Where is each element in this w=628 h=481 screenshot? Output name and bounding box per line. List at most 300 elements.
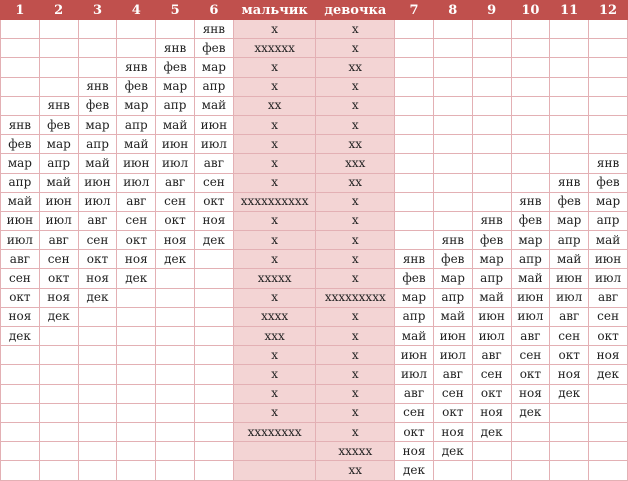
month-cell: ноя bbox=[589, 346, 628, 365]
month-cell: ноя bbox=[395, 442, 434, 461]
month-cell: июл bbox=[194, 135, 233, 154]
tally-cell: x bbox=[233, 58, 316, 77]
tally-cell: xx bbox=[316, 461, 395, 480]
month-cell: июл bbox=[472, 327, 511, 346]
month-cell: фев bbox=[78, 96, 117, 115]
month-cell bbox=[39, 346, 78, 365]
month-cell bbox=[395, 211, 434, 230]
month-cell: апр bbox=[1, 173, 40, 192]
month-cell: апр bbox=[433, 288, 472, 307]
month-cell bbox=[78, 20, 117, 39]
column-header: 9 bbox=[472, 1, 511, 20]
tally-cell: x bbox=[233, 250, 316, 269]
month-cell: июн bbox=[511, 288, 550, 307]
month-cell: мар bbox=[194, 58, 233, 77]
month-cell bbox=[472, 58, 511, 77]
table-row bbox=[1, 211, 628, 230]
tally-cell: xxxxx bbox=[316, 442, 395, 461]
month-cell bbox=[472, 192, 511, 211]
month-cell bbox=[117, 365, 156, 384]
month-cell: авг bbox=[117, 192, 156, 211]
month-cell: сен bbox=[1, 269, 40, 288]
month-cell bbox=[589, 20, 628, 39]
month-cell: ноя bbox=[433, 422, 472, 441]
month-cell bbox=[39, 327, 78, 346]
month-cell: май bbox=[395, 327, 434, 346]
month-cell bbox=[550, 115, 589, 134]
month-cell: авг bbox=[156, 173, 195, 192]
month-cell: мар bbox=[1, 154, 40, 173]
month-cell: авг bbox=[194, 154, 233, 173]
month-cell bbox=[117, 39, 156, 58]
tally-cell: x bbox=[316, 307, 395, 326]
tally-cell: x bbox=[316, 231, 395, 250]
month-cell bbox=[472, 154, 511, 173]
month-cell: фев bbox=[550, 192, 589, 211]
month-cell bbox=[1, 20, 40, 39]
month-cell bbox=[395, 231, 434, 250]
month-cell: фев bbox=[1, 135, 40, 154]
header-row bbox=[1, 1, 628, 20]
month-cell bbox=[78, 384, 117, 403]
month-cell: авг bbox=[550, 307, 589, 326]
month-cell bbox=[39, 20, 78, 39]
month-cell: сен bbox=[511, 346, 550, 365]
tally-cell: xxxxxxxx bbox=[233, 422, 316, 441]
month-cell: мар bbox=[433, 269, 472, 288]
table-header bbox=[1, 1, 628, 20]
tally-cell: x bbox=[233, 365, 316, 384]
column-header: мальчик bbox=[233, 1, 316, 20]
column-header: 12 bbox=[589, 1, 628, 20]
tally-cell: x bbox=[233, 384, 316, 403]
tally-cell: xxx bbox=[233, 327, 316, 346]
month-cell: мар bbox=[117, 96, 156, 115]
tally-cell: xx bbox=[316, 135, 395, 154]
month-cell bbox=[156, 20, 195, 39]
month-cell: сен bbox=[433, 384, 472, 403]
month-cell: ноя bbox=[78, 269, 117, 288]
column-header: 6 bbox=[194, 1, 233, 20]
month-cell: апр bbox=[550, 231, 589, 250]
month-cell bbox=[194, 461, 233, 480]
month-cell bbox=[1, 58, 40, 77]
month-cell bbox=[472, 115, 511, 134]
month-cell: ноя bbox=[194, 211, 233, 230]
month-cell bbox=[395, 135, 434, 154]
month-cell: июн bbox=[1, 211, 40, 230]
month-cell: авг bbox=[1, 250, 40, 269]
month-cell bbox=[433, 173, 472, 192]
month-cell bbox=[1, 403, 40, 422]
month-cell bbox=[39, 77, 78, 96]
month-cell: май bbox=[117, 135, 156, 154]
month-cell bbox=[395, 154, 434, 173]
month-cell bbox=[589, 135, 628, 154]
month-cell bbox=[395, 77, 434, 96]
month-cell: янв bbox=[194, 20, 233, 39]
tally-cell: x bbox=[316, 115, 395, 134]
month-cell: ноя bbox=[1, 307, 40, 326]
month-cell: июн bbox=[78, 173, 117, 192]
month-cell: дек bbox=[156, 250, 195, 269]
month-cell bbox=[1, 346, 40, 365]
month-cell bbox=[550, 154, 589, 173]
month-cell: июл bbox=[433, 346, 472, 365]
month-cell bbox=[156, 422, 195, 441]
month-cell bbox=[550, 77, 589, 96]
tally-cell: x bbox=[316, 39, 395, 58]
month-cell bbox=[156, 327, 195, 346]
tally-cell: x bbox=[233, 211, 316, 230]
table-row bbox=[1, 327, 628, 346]
month-cell: окт bbox=[589, 327, 628, 346]
month-cell: май bbox=[1, 192, 40, 211]
month-cell: фев bbox=[433, 250, 472, 269]
month-cell: июн bbox=[589, 250, 628, 269]
table-row bbox=[1, 461, 628, 480]
month-cell bbox=[1, 384, 40, 403]
month-cell bbox=[589, 461, 628, 480]
month-cell bbox=[550, 96, 589, 115]
month-cell bbox=[39, 58, 78, 77]
month-cell: окт bbox=[395, 422, 434, 441]
tally-cell: xx bbox=[233, 96, 316, 115]
tally-cell: x bbox=[316, 211, 395, 230]
column-header: 11 bbox=[550, 1, 589, 20]
column-header: 8 bbox=[433, 1, 472, 20]
table-row bbox=[1, 115, 628, 134]
month-cell: дек bbox=[511, 403, 550, 422]
month-cell bbox=[511, 58, 550, 77]
month-cell: дек bbox=[194, 231, 233, 250]
month-cell bbox=[39, 365, 78, 384]
month-cell bbox=[395, 115, 434, 134]
month-cell bbox=[550, 58, 589, 77]
month-cell bbox=[78, 39, 117, 58]
month-cell bbox=[156, 461, 195, 480]
column-header: 2 bbox=[39, 1, 78, 20]
column-header: 4 bbox=[117, 1, 156, 20]
month-cell: янв bbox=[550, 173, 589, 192]
month-cell: июн bbox=[550, 269, 589, 288]
column-header: девочка bbox=[316, 1, 395, 20]
month-cell: сен bbox=[156, 192, 195, 211]
month-cell: ноя bbox=[511, 384, 550, 403]
month-cell: сен bbox=[472, 365, 511, 384]
table-row bbox=[1, 422, 628, 441]
month-cell bbox=[550, 422, 589, 441]
month-cell: фев bbox=[117, 77, 156, 96]
month-cell bbox=[511, 20, 550, 39]
month-cell: мар bbox=[550, 211, 589, 230]
tally-cell: x bbox=[233, 154, 316, 173]
month-cell bbox=[511, 39, 550, 58]
month-cell: мар bbox=[156, 77, 195, 96]
month-cell: мар bbox=[472, 250, 511, 269]
month-cell: сен bbox=[78, 231, 117, 250]
tally-cell: x bbox=[233, 403, 316, 422]
table-row bbox=[1, 96, 628, 115]
month-cell bbox=[395, 96, 434, 115]
month-cell: дек bbox=[472, 422, 511, 441]
month-cell bbox=[39, 384, 78, 403]
month-cell: апр bbox=[117, 115, 156, 134]
month-cell: июл bbox=[156, 154, 195, 173]
month-cell: дек bbox=[395, 461, 434, 480]
month-cell bbox=[511, 115, 550, 134]
month-cell: фев bbox=[39, 115, 78, 134]
month-cell: ноя bbox=[117, 250, 156, 269]
tally-cell: x bbox=[316, 192, 395, 211]
month-cell bbox=[472, 20, 511, 39]
tally-cell: xx bbox=[316, 58, 395, 77]
table-row bbox=[1, 269, 628, 288]
month-cell bbox=[156, 269, 195, 288]
tally-cell: x bbox=[316, 269, 395, 288]
month-cell: ноя bbox=[550, 365, 589, 384]
column-header: 3 bbox=[78, 1, 117, 20]
month-cell: июл bbox=[395, 365, 434, 384]
month-cell: апр bbox=[589, 211, 628, 230]
month-cell bbox=[511, 96, 550, 115]
tally-cell: x bbox=[233, 231, 316, 250]
tally-cell: x bbox=[233, 173, 316, 192]
month-cell bbox=[78, 461, 117, 480]
month-cell bbox=[433, 77, 472, 96]
month-cell: авг bbox=[395, 384, 434, 403]
table-row bbox=[1, 346, 628, 365]
month-cell bbox=[589, 422, 628, 441]
month-cell bbox=[117, 346, 156, 365]
month-cell: авг bbox=[433, 365, 472, 384]
tally-cell: x bbox=[316, 403, 395, 422]
month-cell bbox=[1, 422, 40, 441]
month-cell: мар bbox=[78, 115, 117, 134]
month-cell: дек bbox=[117, 269, 156, 288]
month-cell: апр bbox=[78, 135, 117, 154]
tally-cell: xxxx bbox=[233, 307, 316, 326]
month-cell bbox=[78, 346, 117, 365]
month-cell: авг bbox=[589, 288, 628, 307]
month-cell: авг bbox=[39, 231, 78, 250]
month-cell bbox=[511, 77, 550, 96]
month-cell: июл bbox=[117, 173, 156, 192]
month-cell bbox=[511, 422, 550, 441]
month-cell: июн bbox=[156, 135, 195, 154]
month-cell: янв bbox=[472, 211, 511, 230]
month-cell: апр bbox=[395, 307, 434, 326]
month-cell: дек bbox=[433, 442, 472, 461]
month-cell bbox=[550, 39, 589, 58]
month-cell: янв bbox=[117, 58, 156, 77]
month-cell bbox=[194, 384, 233, 403]
month-cell bbox=[39, 403, 78, 422]
tally-cell: x bbox=[233, 346, 316, 365]
tally-cell: x bbox=[316, 365, 395, 384]
month-cell: июн bbox=[39, 192, 78, 211]
month-cell: май bbox=[194, 96, 233, 115]
month-cell bbox=[156, 403, 195, 422]
month-cell bbox=[472, 135, 511, 154]
month-cell bbox=[194, 288, 233, 307]
table-row bbox=[1, 231, 628, 250]
tally-cell: x bbox=[233, 20, 316, 39]
month-cell bbox=[511, 173, 550, 192]
month-cell bbox=[589, 115, 628, 134]
tally-cell: x bbox=[233, 115, 316, 134]
column-header: 7 bbox=[395, 1, 434, 20]
month-cell bbox=[1, 96, 40, 115]
month-cell bbox=[194, 269, 233, 288]
month-cell: фев bbox=[511, 211, 550, 230]
month-cell bbox=[433, 96, 472, 115]
month-cell: май bbox=[589, 231, 628, 250]
month-cell: окт bbox=[39, 269, 78, 288]
tally-cell: x bbox=[316, 96, 395, 115]
tally-cell: x bbox=[316, 77, 395, 96]
month-cell: янв bbox=[511, 192, 550, 211]
month-cell: июн bbox=[194, 115, 233, 134]
month-cell: окт bbox=[433, 403, 472, 422]
month-cell: авг bbox=[511, 327, 550, 346]
month-cell bbox=[1, 77, 40, 96]
month-cell bbox=[78, 422, 117, 441]
month-cell: сен bbox=[39, 250, 78, 269]
month-cell bbox=[78, 365, 117, 384]
month-cell bbox=[78, 403, 117, 422]
month-cell: окт bbox=[1, 288, 40, 307]
month-cell bbox=[550, 403, 589, 422]
month-cell bbox=[433, 39, 472, 58]
month-cell bbox=[472, 39, 511, 58]
month-cell: окт bbox=[78, 250, 117, 269]
month-cell bbox=[156, 384, 195, 403]
month-cell bbox=[1, 39, 40, 58]
month-cell bbox=[433, 211, 472, 230]
month-cell bbox=[78, 327, 117, 346]
month-cell: фев bbox=[395, 269, 434, 288]
month-cell: июн bbox=[472, 307, 511, 326]
month-cell bbox=[78, 307, 117, 326]
table-row bbox=[1, 20, 628, 39]
month-cell: апр bbox=[39, 154, 78, 173]
month-cell bbox=[117, 403, 156, 422]
month-cell bbox=[589, 58, 628, 77]
month-cell bbox=[194, 422, 233, 441]
month-cell bbox=[395, 173, 434, 192]
month-cell: окт bbox=[472, 384, 511, 403]
month-cell bbox=[511, 154, 550, 173]
month-cell bbox=[78, 58, 117, 77]
month-cell: дек bbox=[1, 327, 40, 346]
month-cell bbox=[156, 307, 195, 326]
tally-cell: x bbox=[316, 327, 395, 346]
month-cell bbox=[433, 192, 472, 211]
table-row bbox=[1, 154, 628, 173]
month-cell: янв bbox=[395, 250, 434, 269]
month-cell bbox=[395, 39, 434, 58]
month-cell: мар bbox=[589, 192, 628, 211]
month-cell: окт bbox=[156, 211, 195, 230]
month-cell bbox=[472, 461, 511, 480]
month-cell: окт bbox=[511, 365, 550, 384]
month-cell: мар bbox=[39, 135, 78, 154]
month-cell bbox=[550, 135, 589, 154]
tally-cell: x bbox=[316, 250, 395, 269]
month-cell: авг bbox=[472, 346, 511, 365]
month-cell bbox=[550, 20, 589, 39]
month-cell: янв bbox=[1, 115, 40, 134]
month-cell: май bbox=[511, 269, 550, 288]
month-cell bbox=[433, 154, 472, 173]
month-cell: июл bbox=[511, 307, 550, 326]
column-header: 10 bbox=[511, 1, 550, 20]
table-row bbox=[1, 77, 628, 96]
month-cell bbox=[39, 39, 78, 58]
month-cell bbox=[156, 346, 195, 365]
month-cell: май bbox=[156, 115, 195, 134]
month-cell bbox=[511, 135, 550, 154]
table-row bbox=[1, 307, 628, 326]
month-cell: июн bbox=[117, 154, 156, 173]
month-cell: сен bbox=[194, 173, 233, 192]
month-cell: янв bbox=[78, 77, 117, 96]
month-cell bbox=[395, 192, 434, 211]
month-cell: мар bbox=[511, 231, 550, 250]
month-cell: окт bbox=[194, 192, 233, 211]
month-cell bbox=[117, 461, 156, 480]
tally-cell: x bbox=[233, 77, 316, 96]
month-cell bbox=[511, 461, 550, 480]
table-row bbox=[1, 192, 628, 211]
month-cell bbox=[194, 365, 233, 384]
month-cell bbox=[433, 135, 472, 154]
column-header: 1 bbox=[1, 1, 40, 20]
month-cell: апр bbox=[511, 250, 550, 269]
month-cell: янв bbox=[156, 39, 195, 58]
table-row bbox=[1, 39, 628, 58]
month-cell bbox=[472, 173, 511, 192]
tally-cell: xxx bbox=[316, 154, 395, 173]
month-cell bbox=[589, 77, 628, 96]
month-cell: янв bbox=[589, 154, 628, 173]
month-cell: дек bbox=[39, 307, 78, 326]
table-row bbox=[1, 403, 628, 422]
tally-cell bbox=[233, 461, 316, 480]
month-cell bbox=[472, 77, 511, 96]
month-cell bbox=[39, 422, 78, 441]
month-cell bbox=[194, 327, 233, 346]
month-cell bbox=[39, 461, 78, 480]
month-cell: дек bbox=[78, 288, 117, 307]
month-cell: фев bbox=[472, 231, 511, 250]
month-cell bbox=[194, 403, 233, 422]
table-row bbox=[1, 384, 628, 403]
month-cell: сен bbox=[589, 307, 628, 326]
month-cell: ноя bbox=[39, 288, 78, 307]
month-cell bbox=[395, 58, 434, 77]
month-cell: июн bbox=[433, 327, 472, 346]
month-cell bbox=[117, 422, 156, 441]
month-cell bbox=[433, 20, 472, 39]
table-row bbox=[1, 250, 628, 269]
month-cell: янв bbox=[39, 96, 78, 115]
tally-cell: xxxxx bbox=[233, 269, 316, 288]
month-cell: сен bbox=[550, 327, 589, 346]
month-cell bbox=[433, 58, 472, 77]
tally-cell: xxxxxxxxxx bbox=[233, 192, 316, 211]
